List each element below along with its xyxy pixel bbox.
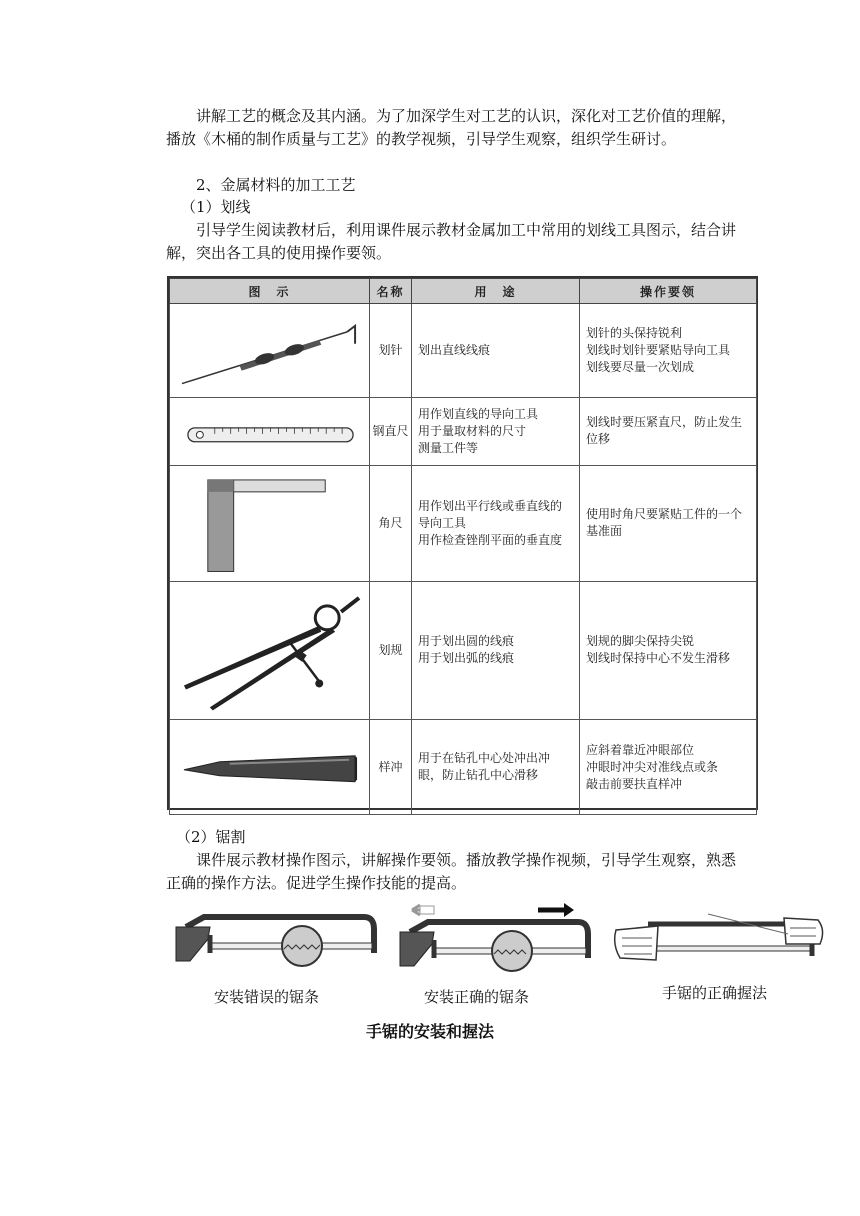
divider-compass-icon [170,582,369,719]
table-row [170,466,757,581]
steel-ruler-icon [170,398,369,466]
tool-use-ruler: 用作划直线的导向工具 用于量取材料的尺寸 测量工件等 [412,397,580,466]
tool-tips-punch: 应斜着靠近冲眼部位 冲眼时冲尖对准线点或条 敲击前要扶直样冲 [580,719,757,815]
tool-name-square: 角尺 [370,466,412,581]
tool-use-scriber: 划出直线线痕 [412,304,580,398]
tool-tips-ruler: 划线时要压紧直尺，防止发生位移 [580,397,757,466]
scriber-icon [170,304,369,397]
header-tips: 操作要领 [580,279,757,304]
square-illustration [170,466,370,581]
saw-wrong-install-icon [168,905,378,975]
scribing-paragraph: 引导学生阅读教材后，利用课件展示教材金属加工中常用的划线工具图示，结合讲解，突出各工具的使用操作要领。 [166,221,737,262]
table-header-row [170,279,757,304]
compass-illustration [170,581,370,719]
tool-name-ruler: 钢直尺 [370,397,412,466]
saw-correct-install-icon [392,900,602,975]
tool-tips-compass: 划规的脚尖保持尖锐 划线时保持中心不发生滑移 [580,581,757,719]
tool-name-punch: 样冲 [370,719,412,815]
ruler-illustration [170,397,370,466]
tool-name-compass: 划规 [370,581,412,719]
table-row [170,397,757,466]
table-row [170,581,757,719]
try-square-icon [170,466,369,580]
intro-paragraph: 讲解工艺的概念及其内涵。为了加深学生对工艺的认识，深化对工艺价值的理解，播放《木桶的制作质量与工艺》的教学视频，引导学生观察，组织学生研讨。 [166,107,737,148]
tool-name-scriber: 划针 [370,304,412,398]
section-heading: 2、金属材料的加工工艺 [196,176,356,194]
header-use: 用 途 [412,279,580,304]
header-name: 名称 [370,279,412,304]
caption-correct-grip: 手锯的正确握法 [662,984,768,1002]
scriber-illustration [170,304,370,398]
center-punch-icon [170,720,369,815]
tool-tips-square: 使用时角尺要紧贴工件的一个基准面 [580,466,757,581]
sawing-paragraph: 课件展示教材操作图示，讲解操作要领。播放教学操作视频，引导学生观察，熟悉正确的操作方法。促进学生操作技能的提高。 [166,851,737,892]
table-row [170,304,757,398]
subsection-heading-sawing: （2）锯割 [176,828,246,846]
tool-tips-scriber: 划针的头保持锐利 划线时划针要紧贴导向工具 划线要尽量一次划成 [580,304,757,398]
table-row [170,719,757,815]
tool-use-square: 用作划出平行线或垂直线的导向工具 用作检查锉削平面的垂直度 [412,466,580,581]
saw-grip-hands-icon [608,904,830,974]
punch-illustration [170,719,370,815]
caption-correct-install: 安装正确的锯条 [424,988,530,1006]
scribing-tools-table [167,276,758,810]
figure-title: 手锯的安装和握法 [365,1022,494,1041]
caption-wrong-install: 安装错误的锯条 [214,988,320,1006]
tool-use-compass: 用于划出圆的线痕 用于划出弧的线痕 [412,581,580,719]
header-illustration: 图 示 [170,279,370,304]
subsection-heading-scribing: （1）划线 [181,198,251,216]
tool-use-punch: 用于在钻孔中心处冲出冲眼，防止钻孔中心滑移 [412,719,580,815]
